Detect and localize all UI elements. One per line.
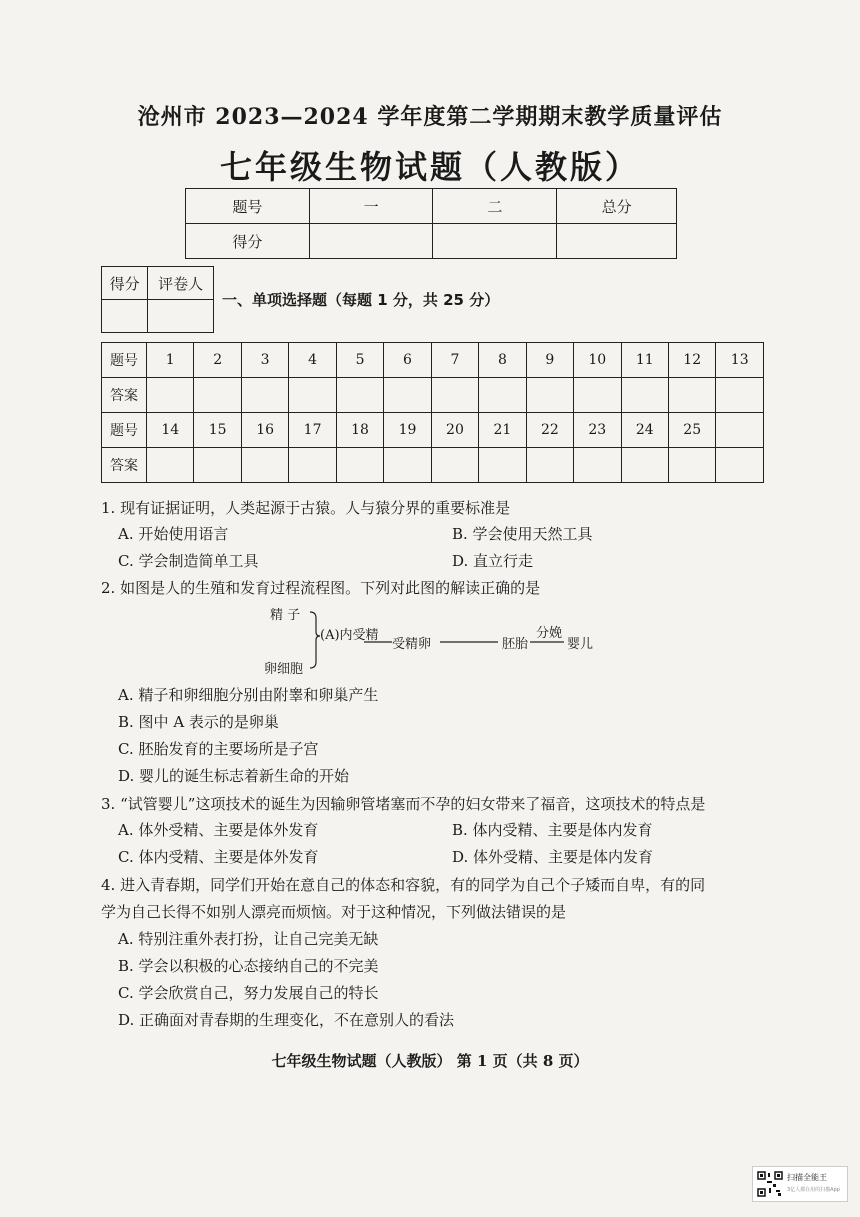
question-number: 2: [194, 343, 241, 378]
score-cell: [557, 224, 677, 259]
question-3-option-d[interactable]: D. 体外受精、主要是体内发育: [452, 848, 654, 866]
question-number: 7: [431, 343, 478, 378]
section-heading: 一、单项选择题（每题 1 分，共 25 分）: [222, 291, 500, 309]
question-number: 3: [241, 343, 288, 378]
grader-score-cell: [102, 300, 148, 333]
question-2-stem: 2. 如图是人的生殖和发育过程流程图。下列对此图的解读正确的是: [101, 579, 541, 597]
score-header-part2: 二: [433, 189, 557, 224]
answer-cell[interactable]: [574, 448, 621, 483]
question-number: 20: [431, 413, 478, 448]
answer-label: 答案: [102, 448, 147, 483]
question-number: 9: [526, 343, 573, 378]
qr-code-icon: [757, 1171, 783, 1197]
question-number: 6: [384, 343, 431, 378]
question-2-option-b[interactable]: B. 图中 A 表示的是卵巢: [118, 713, 279, 731]
question-number: 25: [668, 413, 715, 448]
reproduction-flow-diagram: [262, 604, 602, 676]
grader-score-label: 得分: [102, 267, 148, 300]
diagram-process-label: (A)内受精: [320, 628, 379, 643]
question-1-option-c[interactable]: C. 学会制造简单工具: [118, 552, 259, 570]
score-header-number: 题号: [186, 189, 310, 224]
question-3-option-b[interactable]: B. 体内受精、主要是体内发育: [452, 821, 653, 839]
question-3-option-a[interactable]: A. 体外受精、主要是体外发育: [118, 821, 319, 839]
question-number: 19: [384, 413, 431, 448]
question-number: 21: [479, 413, 526, 448]
answer-cell[interactable]: [668, 448, 715, 483]
score-header-total: 总分: [557, 189, 677, 224]
diagram-zygote-label: 受精卵: [392, 637, 432, 652]
question-2-option-c[interactable]: C. 胚胎发育的主要场所是子宫: [118, 740, 319, 758]
question-1-option-b[interactable]: B. 学会使用天然工具: [452, 525, 593, 543]
question-number: 24: [621, 413, 668, 448]
question-number: 18: [336, 413, 383, 448]
question-3-option-c[interactable]: C. 体内受精、主要是体外发育: [118, 848, 319, 866]
answer-cell[interactable]: [289, 448, 336, 483]
question-number: 13: [716, 343, 764, 378]
answer-cell[interactable]: [336, 448, 383, 483]
answer-number-row: [102, 413, 764, 448]
answer-cell[interactable]: [479, 378, 526, 413]
answer-row: [102, 378, 764, 413]
answer-cell[interactable]: [574, 378, 621, 413]
answer-cell[interactable]: [147, 448, 194, 483]
question-4-stem-line1: 4. 进入青春期，同学们开始在意自己的体态和容貌，有的同学为自己个子矮而自卑，有的同: [101, 876, 706, 894]
diagram-egg-label: 卵细胞: [264, 662, 304, 677]
diagram-birth-label: 分娩: [536, 626, 563, 641]
score-header-part1: 一: [309, 189, 433, 224]
answer-cell[interactable]: [431, 448, 478, 483]
answer-cell[interactable]: [526, 448, 573, 483]
scanner-tagline: 3亿人都在用的扫描App: [787, 1187, 840, 1193]
page-footer: 七年级生物试题（人教版） 第 1 页（共 8 页）: [271, 1052, 589, 1070]
question-number: 22: [526, 413, 573, 448]
question-number: [716, 413, 764, 448]
question-1-option-d[interactable]: D. 直立行走: [452, 552, 534, 570]
answer-cell[interactable]: [241, 448, 288, 483]
answer-cell[interactable]: [621, 378, 668, 413]
score-row-label: 得分: [186, 224, 310, 259]
answer-label: 答案: [102, 378, 147, 413]
exam-subtitle: 七年级生物试题（人教版）: [219, 148, 640, 186]
score-cell: [433, 224, 557, 259]
answer-cell[interactable]: [431, 378, 478, 413]
score-cell: [309, 224, 433, 259]
answer-cell[interactable]: [384, 448, 431, 483]
scanner-watermark: [752, 1166, 848, 1202]
question-4-option-c[interactable]: C. 学会欣赏自己，努力发展自己的特长: [118, 984, 379, 1002]
question-number: 16: [241, 413, 288, 448]
question-number: 17: [289, 413, 336, 448]
answer-number-row: [102, 343, 764, 378]
grader-box: [101, 266, 214, 333]
question-4-option-a[interactable]: A. 特别注重外表打扮，让自己完美无缺: [118, 930, 379, 948]
score-table: [185, 188, 677, 259]
question-number: 5: [336, 343, 383, 378]
answer-cell[interactable]: [526, 378, 573, 413]
question-4-option-d[interactable]: D. 正确面对青春期的生理变化，不在意别人的看法: [118, 1011, 455, 1029]
answer-number-label: 题号: [102, 343, 147, 378]
diagram-baby-label: 婴儿: [567, 637, 594, 652]
answer-cell[interactable]: [716, 448, 764, 483]
question-number: 11: [621, 343, 668, 378]
answer-cell[interactable]: [668, 378, 715, 413]
answer-cell[interactable]: [336, 378, 383, 413]
exam-title: 沧州市 2023—2024 学年度第二学期期末教学质量评估: [137, 104, 723, 130]
answer-cell[interactable]: [147, 378, 194, 413]
answer-cell[interactable]: [479, 448, 526, 483]
question-3-stem: 3. “试管婴儿”这项技术的诞生为因输卵管堵塞而不孕的妇女带来了福音，这项技术的特点是: [101, 795, 706, 813]
answer-grid: [101, 342, 764, 483]
answer-cell[interactable]: [289, 378, 336, 413]
question-number: 23: [574, 413, 621, 448]
question-number: 4: [289, 343, 336, 378]
question-2-option-d[interactable]: D. 婴儿的诞生标志着新生命的开始: [118, 767, 350, 785]
diagram-sperm-label: 精 子: [270, 608, 301, 623]
answer-cell[interactable]: [194, 448, 241, 483]
answer-cell[interactable]: [241, 378, 288, 413]
grader-name-cell: [148, 300, 214, 333]
question-number: 10: [574, 343, 621, 378]
question-number: 15: [194, 413, 241, 448]
answer-row: [102, 448, 764, 483]
diagram-embryo-label: 胚胎: [502, 637, 529, 652]
question-number: 12: [668, 343, 715, 378]
question-number: 8: [479, 343, 526, 378]
scanner-brand: 扫描全能王: [787, 1173, 827, 1182]
answer-cell[interactable]: [194, 378, 241, 413]
question-4-stem-line2: 学为自己长得不如别人漂亮而烦恼。对于这种情况，下列做法错误的是: [101, 903, 567, 921]
question-4-option-b[interactable]: B. 学会以积极的心态接纳自己的不完美: [118, 957, 379, 975]
question-number: 1: [147, 343, 194, 378]
grader-name-label: 评卷人: [148, 267, 214, 300]
answer-cell[interactable]: [384, 378, 431, 413]
question-2-option-a[interactable]: A. 精子和卵细胞分别由附睾和卵巢产生: [118, 686, 379, 704]
answer-number-label: 题号: [102, 413, 147, 448]
question-1-option-a[interactable]: A. 开始使用语言: [118, 525, 229, 543]
question-number: 14: [147, 413, 194, 448]
answer-cell[interactable]: [621, 448, 668, 483]
answer-cell[interactable]: [716, 378, 764, 413]
question-1-stem: 1. 现有证据证明，人类起源于古猿。人与猿分界的重要标准是: [101, 499, 511, 517]
